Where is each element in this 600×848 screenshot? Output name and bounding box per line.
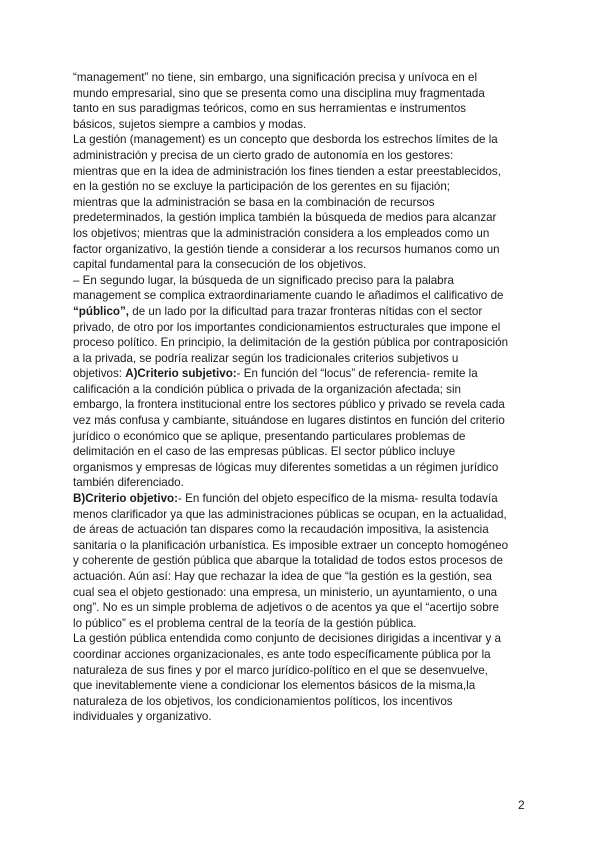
text-line — [73, 507, 533, 523]
body-text — [73, 70, 533, 725]
text-segment: actuación. Aún así: Hay que rechazar la idea de que “la gestión es la gestión, sea — [73, 570, 492, 583]
text-line — [73, 491, 533, 507]
text-line — [73, 164, 533, 180]
text-line — [73, 304, 533, 320]
text-line — [73, 444, 533, 460]
text-line — [73, 538, 533, 554]
text-segment: administración y precisa de un cierto grado de autonomía en los gestores: — [73, 148, 454, 162]
text-line — [73, 101, 533, 117]
text-segment: tanto en sus paradigmas teóricos, como en sus herramientas e instrumentos — [73, 102, 467, 116]
text-segment: ong”. No es un simple problema de adjetivos o de acentos ya que el “acertijo sobre — [73, 601, 499, 615]
text-segment: mientras que en la idea de administración los fines tienden a estar preestablecidos, — [73, 164, 501, 178]
text-line — [73, 678, 533, 694]
text-line — [73, 210, 533, 226]
text-line — [73, 694, 533, 710]
text-line — [73, 179, 533, 195]
text-segment: La gestión pública entendida como conjunto de decisiones dirigidas a incentivar y a — [73, 632, 501, 646]
text-line — [73, 616, 533, 632]
text-line — [73, 382, 533, 398]
text-line — [73, 195, 533, 211]
text-segment: en la gestión no se excluye la participación de los gerentes en su fijación; — [73, 180, 451, 194]
bold-text-segment: “público”, — [73, 304, 130, 318]
text-segment: mundo empresarial, sino que se presenta como una disciplina muy fragmentada — [73, 86, 485, 100]
text-segment: - En función del “locus” de referencia- remite la — [236, 367, 478, 381]
text-line — [73, 709, 533, 725]
text-segment: de un lado por la dificultad para trazar fronteras nítidas con el sector — [129, 304, 483, 318]
text-line — [73, 647, 533, 663]
text-line — [73, 257, 533, 273]
text-segment: lo público” es el problema central de la teoría de la gestión pública. — [73, 616, 417, 630]
text-line — [73, 242, 533, 258]
text-segment: “management” no tiene, sin embargo, una significación precisa y unívoca en el — [73, 71, 478, 84]
text-line — [73, 553, 533, 569]
text-segment: mientras que la administración se basa en la combinación de recursos — [73, 195, 435, 209]
text-line — [73, 600, 533, 616]
text-segment: factor organizativo, la gestión tiende a considerar a los recursos humanos como un — [73, 242, 500, 256]
text-segment: privado, de otro por los importantes condicionamientos estructurales que impone el — [73, 320, 501, 334]
text-line — [73, 413, 533, 429]
text-segment: también diferenciado. — [73, 476, 184, 490]
text-segment: capital fundamental para la consecución de los objetivos. — [73, 258, 367, 272]
text-line — [73, 585, 533, 601]
text-segment: proceso político. En principio, la delimitación de la gestión pública por contraposición — [73, 336, 509, 350]
bold-text-segment: B)Criterio objetivo: — [73, 492, 178, 506]
text-line — [73, 226, 533, 242]
text-segment: los objetivos; mientras que la administración considera a los empleados como un — [73, 226, 490, 240]
text-segment: y coherente de gestión pública que abarque la totalidad de todos estos procesos de — [73, 554, 503, 568]
text-segment: - En función del objeto específico de la misma- resulta todavía — [178, 492, 498, 506]
text-segment: La gestión (management) es un concepto que desborda los estrechos límites de la — [73, 133, 498, 147]
text-line — [73, 569, 533, 585]
text-segment: a la privada, se podría realizar según los tradicionales criterios subjetivos u — [73, 351, 459, 365]
text-line — [73, 522, 533, 538]
text-line — [73, 351, 533, 367]
text-line — [73, 429, 533, 445]
text-line — [73, 366, 533, 382]
text-line — [73, 117, 533, 133]
text-segment: coordinar acciones organizacionales, es ante todo específicamente pública por la — [73, 647, 491, 661]
text-segment: – En segundo lugar, la búsqueda de un significado preciso para la palabra — [73, 273, 454, 287]
text-segment: objetivos: — [73, 367, 126, 381]
text-segment: que inevitablemente viene a condicionar los elementos básicos de la misma,la — [73, 679, 476, 693]
text-segment: menos clarificador ya que las administraciones públicas se ocupan, en la actualidad, — [73, 507, 507, 521]
text-line — [73, 397, 533, 413]
text-segment: de áreas de actuación tan dispares como la recaudación impositiva, la asistencia — [73, 523, 489, 537]
text-line — [73, 273, 533, 289]
text-line — [73, 148, 533, 164]
text-line — [73, 663, 533, 679]
bold-text-segment: A)Criterio subjetivo: — [125, 367, 237, 381]
text-line — [73, 70, 533, 86]
text-segment: calificación a la condición pública o privada de la organización afectada; sin — [73, 382, 461, 396]
text-line — [73, 475, 533, 491]
text-segment: organismos y empresas de lógicas muy diferentes sometidas a un régimen jurídico — [73, 460, 499, 474]
text-line — [73, 460, 533, 476]
text-line — [73, 631, 533, 647]
text-segment: básicos, sujetos siempre a cambios y modas. — [73, 117, 307, 131]
text-segment: naturaleza de sus fines y por el marco jurídico-político en el que se desenvuelve, — [73, 663, 489, 677]
text-line — [73, 320, 533, 336]
text-segment: management se complica extraordinariamente cuando le añadimos el calificativo de — [73, 289, 504, 303]
text-line — [73, 132, 533, 148]
text-line — [73, 288, 533, 304]
text-segment: vez más confusa y cambiante, situándose en lugares distintos en función del criterio — [73, 414, 505, 428]
text-segment: embargo, la frontera institucional entre los sectores público y privado se revela cada — [73, 398, 505, 412]
text-line — [73, 335, 533, 351]
text-segment: cual sea el objeto gestionado: una empresa, un ministerio, un ayuntamiento, o una — [73, 585, 498, 599]
text-segment: sanitaria o la planificación urbanística. Es imposible extraer un concepto homogéneo — [73, 538, 509, 552]
text-segment: jurídico o económico que se aplique, presentando particulares problemas de — [73, 429, 466, 443]
page-number: 2 — [518, 798, 525, 812]
text-segment: naturaleza de los objetivos, los condicionamientos políticos, los incentivos — [73, 694, 453, 708]
text-segment: predeterminados, la gestión implica también la búsqueda de medios para alcanzar — [73, 211, 497, 225]
text-segment: delimitación en el caso de las empresas públicas. El sector público incluye — [73, 445, 456, 459]
text-line — [73, 86, 533, 102]
text-segment: individuales y organizativo. — [73, 710, 212, 724]
